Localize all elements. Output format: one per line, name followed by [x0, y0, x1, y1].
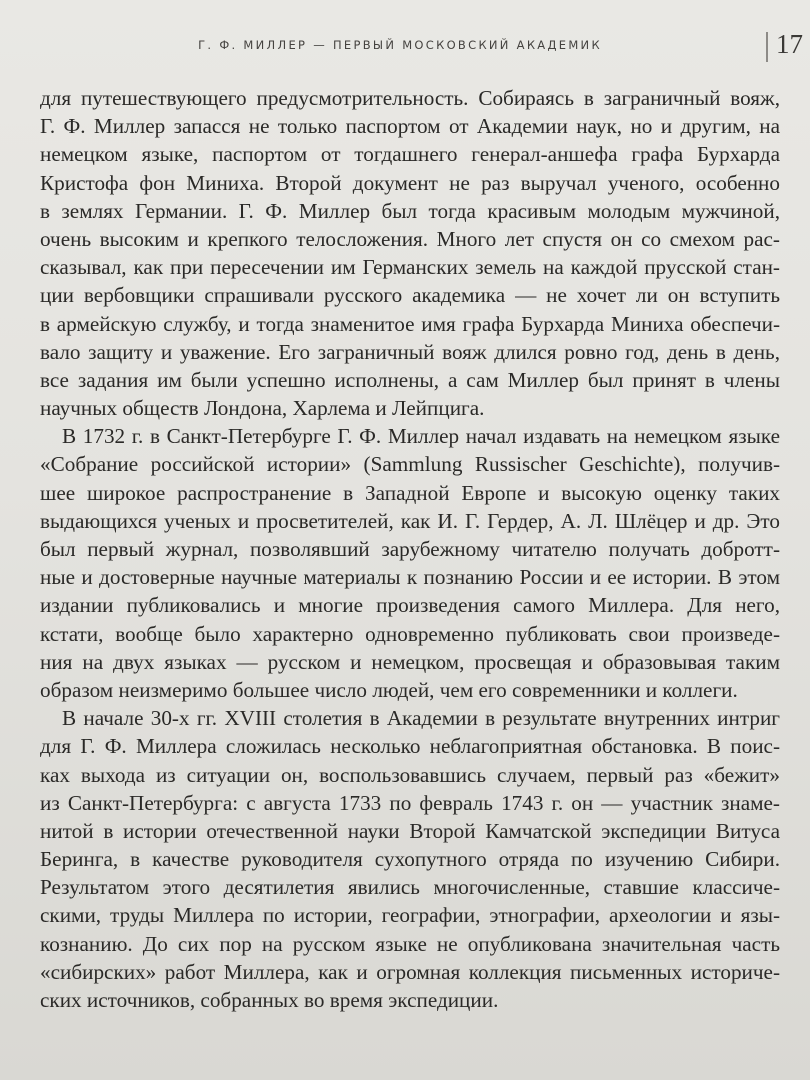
text-line: в землях Германии. Г. Ф. Миллер был тогда красивым молодым мужчиной, [40, 198, 780, 223]
text-line: сказывал, как при пересечении им Германских земель на каждой прусской стан- [40, 255, 780, 280]
text-line: все задания им были успешно исполнены, а сам Миллер был принят в члены [40, 367, 780, 392]
text-line: скими, труды Миллера по истории, географии, этнографии, археологии и язы- [40, 903, 780, 928]
text-line: выдающихся ученых и просветителей, как И. Г. Гердер, А. Л. Шлёцер и др. Это [40, 508, 780, 533]
text-line: ния на двух языках — русском и немецком, просвещая и образовывая таким [40, 649, 780, 674]
page-number: 17 [776, 29, 803, 59]
text-line: ках выхода из ситуации он, воспользовавшись случаем, первый раз «бежит» [40, 762, 780, 787]
text-line: немецком языке, паспортом от тогдашнего генерал-аншефа графа Бурхарда [40, 142, 780, 167]
text-line: для путешествующего предусмотрительность. Собираясь в заграничный вояж, [40, 86, 780, 110]
text-line: нитой в истории отечественной науки Второй Камчатской экспедиции Витуса [40, 818, 780, 843]
text-line: кстати, вообще было характерно одновременно публиковать свои произведе- [40, 621, 780, 646]
text-line: в армейскую службу, и тогда знаменитое имя графа Бурхарда Миниха обеспечи- [40, 311, 780, 336]
text-line: для Г. Ф. Миллера сложилась несколько неблагоприятная обстановка. В поис- [40, 734, 780, 759]
header-divider [766, 32, 768, 62]
text-line: Г. Ф. Миллер запасся не только паспортом от Академии наук, но и другим, на [40, 114, 780, 139]
text-line: образом неизмеримо большее число людей, чем его современники и коллеги. [40, 677, 738, 702]
text-line: издании публиковались и многие произведения самого Миллера. Для него, [40, 593, 780, 618]
text-line: В начале 30-х гг. XVIII столетия в Академии в результате внутренних интриг [62, 706, 780, 731]
body-text [40, 84, 780, 1014]
text-line: научных обществ Лондона, Харлема и Лейпцига. [40, 396, 485, 421]
text-line: Результатом этого десятилетия явились многочисленные, ставшие классиче- [40, 875, 780, 900]
text-line: был первый журнал, позволявший зарубежному читателю получать добротт- [40, 537, 780, 561]
text-line: ции вербовщики спрашивали русского академика — не хочет ли он вступить [40, 283, 780, 308]
text-line: «сибирских» работ Миллера, как и огромная коллекция письменных историче- [40, 959, 780, 984]
text-line: ные и достоверные научные материалы к познанию России и ее истории. В этом [40, 565, 780, 590]
paragraph [40, 422, 780, 704]
text-line: Беринга, в качестве руководителя сухопутного отряда по изучению Сибири. [40, 847, 780, 872]
paragraph [40, 704, 780, 1014]
text-line: шее широкое распространение в Западной Европе и высокую оценку таких [40, 480, 780, 505]
text-line: кознанию. До сих пор на русском языке не опубликована значительная часть [40, 931, 780, 956]
text-line: из Санкт-Петербурга: с августа 1733 по февраль 1743 г. он — участник знаме- [40, 790, 780, 815]
text-line: Кристофа фон Миниха. Второй документ не раз выручал ученого, особенно [40, 170, 780, 195]
text-line: ских источников, собранных во время экспедиции. [40, 988, 499, 1012]
text-line: В 1732 г. в Санкт-Петербурге Г. Ф. Миллер начал издавать на немецком языке [62, 424, 780, 449]
paragraph [40, 84, 780, 422]
text-line: вало защиту и уважение. Его заграничный вояж длился ровно год, день в день, [40, 339, 780, 364]
running-header: Г. Ф. МИЛЛЕР — ПЕРВЫЙ МОСКОВСКИЙ АКАДЕМИК [198, 38, 602, 52]
text-line: «Собрание российской истории» (Sammlung Russischer Geschichte), получив- [40, 452, 780, 477]
text-line: очень высоким и крепкого телосложения. Много лет спустя он со смехом рас- [40, 226, 780, 251]
